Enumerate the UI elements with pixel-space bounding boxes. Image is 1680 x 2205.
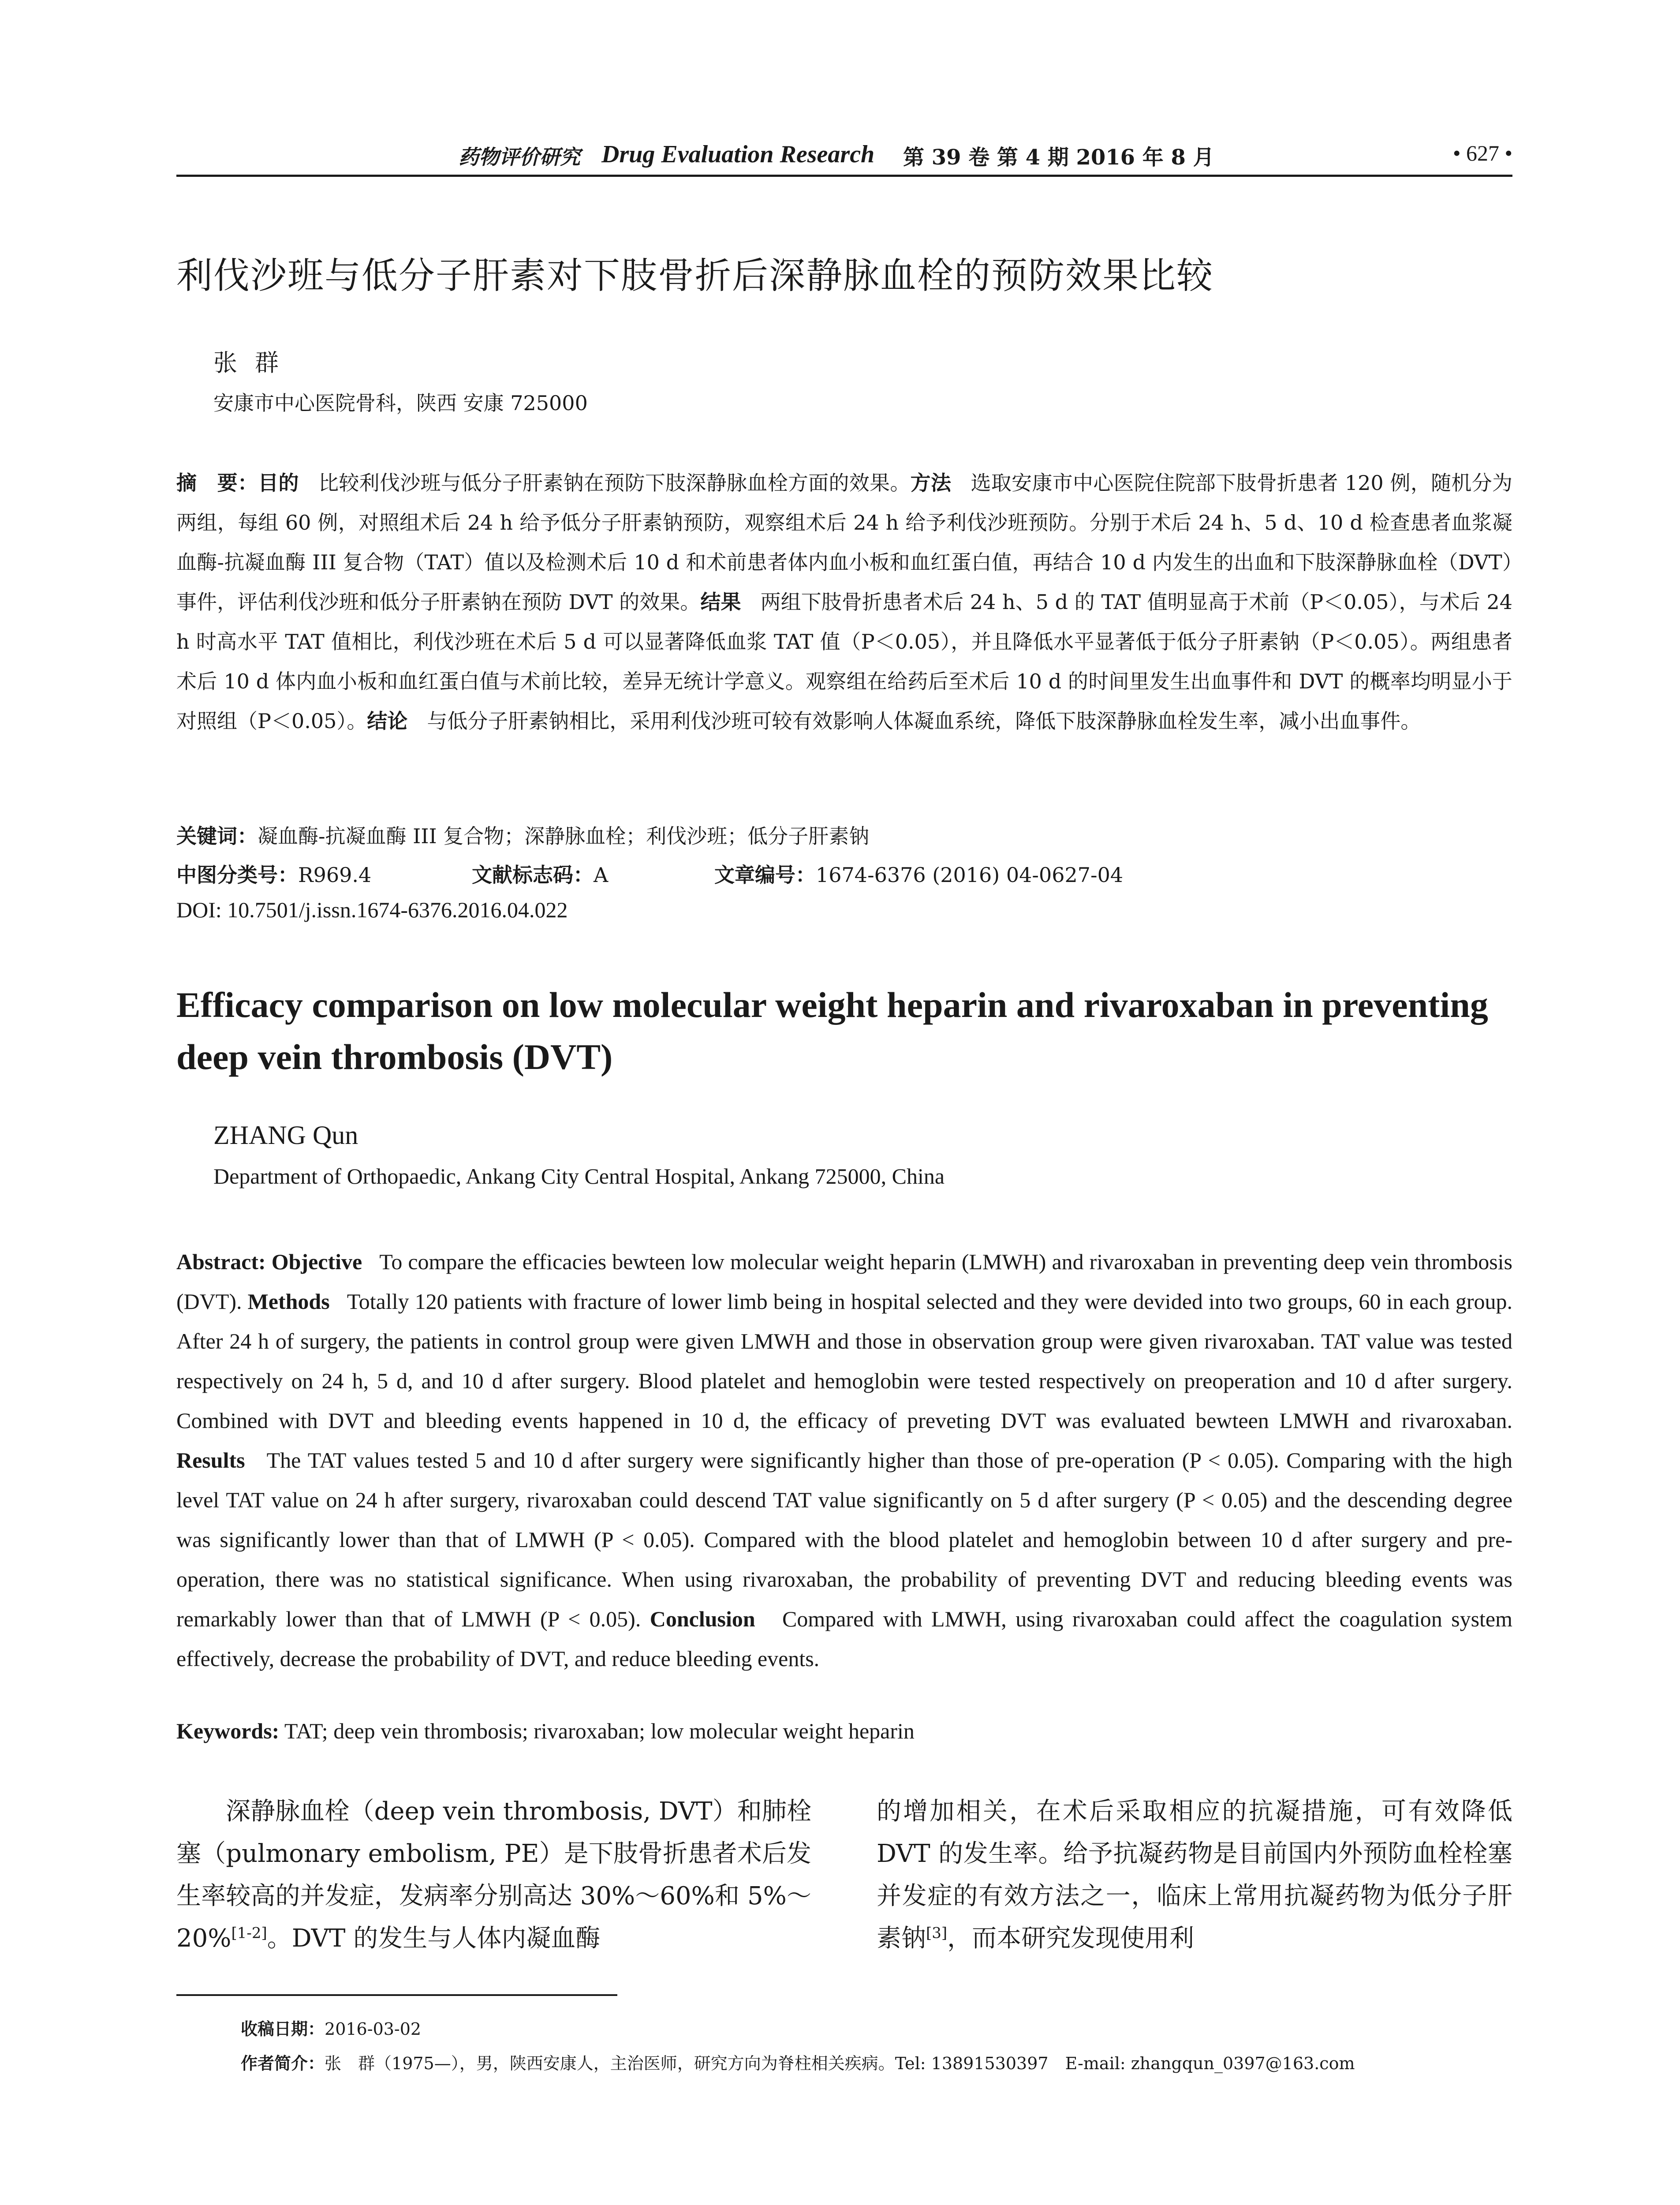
cn-clc: R969.4 (298, 863, 372, 887)
cn-keywords (176, 820, 869, 849)
cn-abstract (176, 463, 1512, 741)
header-rule (176, 175, 1512, 177)
en-methods-label: Methods (247, 1289, 330, 1314)
cn-classification (176, 859, 1512, 888)
en-keywords-label: Keywords: (176, 1719, 280, 1743)
body-left-text: 深静脉血栓（deep vein thrombosis, DVT）和肺栓塞（pulmonary embolism, PE）是下肢骨折患者术后发生率较高的并发症，发病率分别高达 30%～60%和 5%～20% (176, 1797, 811, 1953)
cn-article-no-label: 文章编号： (714, 863, 816, 887)
cn-objective-label: 目的 (258, 471, 299, 495)
body-right-text: 的增加相关，在术后采取相应的抗凝措施，可有效降低 DVT 的发生率。给予抗凝药物是目前国内外预防血栓栓塞并发症的有效方法之一，临床上常用抗凝药物为低分子肝素钠 (877, 1797, 1512, 1953)
footnote-received-date: 2016-03-02 (325, 2019, 422, 2039)
cn-doc-code: A (594, 863, 609, 887)
citation-3: [3] (926, 1924, 948, 1942)
cn-methods: 选取安康市中心医院住院部下肢骨折患者 120 例，随机分为两组，每组 60 例，对照组术后 24 h 给予低分子肝素钠预防，观察组术后 24 h 给予利伐沙班预防。分别于术后 24 h、5 d、10 d 检查患者血浆凝血酶-抗凝血酶 III 复合物（TAT）值以及检测术后 10 d 和术前患者体内血小板和血红蛋白值，再结合 10 d 内发生的出血和下肢深静脉血栓（DVT）事件，评估利伐沙班和低分子肝素钠在预防 DVT 的效果。 (176, 471, 1513, 614)
cn-affiliation: 安康市中心医院骨科，陕西 安康 725000 (213, 391, 588, 415)
cn-author: 张群 (213, 349, 296, 377)
en-abstract-label: Abstract: Objective (176, 1249, 362, 1274)
cn-methods-label: 方法 (910, 471, 952, 495)
cn-title: 利伐沙班与低分子肝素对下肢骨折后深静脉血栓的预防效果比较 (176, 255, 1214, 297)
footnote-rule (176, 1994, 617, 1996)
footnote-author-info: 张 群（1975—），男，陕西安康人，主治医师，研究方向为脊柱相关疾病。Tel: 13891530397 E-mail: zhangqun_0397@163.com (325, 2054, 1355, 2073)
cn-conclusion-label: 结论 (367, 709, 408, 733)
cn-objective: 比较利伐沙班与低分子肝素钠在预防下肢深静脉血栓方面的效果。 (318, 471, 911, 495)
doi: DOI: 10.7501/j.issn.1674-6376.2016.04.022 (176, 897, 568, 922)
cn-keywords-text: 凝血酶-抗凝血酶 III 复合物；深静脉血栓；利伐沙班；低分子肝素钠 (258, 824, 870, 848)
page-number: • 627 • (1452, 141, 1512, 165)
cn-doc-code-label: 文献标志码： (472, 863, 594, 887)
footnote-author-label: 作者简介： (241, 2054, 325, 2073)
footnote-received-label: 收稿日期： (241, 2019, 325, 2039)
cn-keywords-label: 关键词： (176, 824, 258, 848)
body-column-right (877, 1790, 1512, 1960)
footnote-author (241, 2050, 1355, 2074)
en-conclusion: Compared with LMWH, using rivaroxaban could affect the coagulation system effectively, decrease the probability of DVT, and reduce bleeding events. (176, 1607, 1513, 1671)
en-keywords-text: TAT; deep vein thrombosis; rivaroxaban; low molecular weight heparin (284, 1719, 915, 1743)
en-keywords (176, 1718, 915, 1744)
citation-1-2: [1-2] (231, 1924, 267, 1942)
en-author: ZHANG Qun (213, 1121, 358, 1150)
en-results: The TAT values tested 5 and 10 d after surgery were significantly higher than those of pre-operation (P < 0.05). Comparing with the high level TAT value on 24 h after surgery, rivaroxaban could descend TAT value significantly on 5 d after surgery (P < 0.05) and the descending degree was significantly lower than that of LMWH (P < 0.05). Compared with the blood platelet and hemoglobin between 10 d after surgery and pre-operation, there was no statistical significance. When using rivaroxaban, the probability of preventing DVT and reducing bleeding events was remarkably lower than that of LMWH (P < 0.05). (176, 1448, 1513, 1631)
body-column-left (176, 1790, 811, 1960)
journal-issue: 第 39 卷 第 4 期 2016 年 8 月 (903, 145, 1214, 170)
cn-results: 两组下肢骨折患者术后 24 h、5 d 的 TAT 值明显高于术前（P＜0.05），与术后 24 h 时高水平 TAT 值相比，利伐沙班在术后 5 d 可以显著降低血浆 TAT 值（P＜0.05），并且降低水平显著低于低分子肝素钠（P＜0.05）。两组患者术后 10 d 体内血小板和血红蛋白值与术前比较，差异无统计学意义。观察组在给药后至术后 10 d 的时间里发生出血事件和 DVT 的概率均明显小于对照组（P＜0.05）。 (176, 590, 1513, 733)
cn-results-label: 结果 (700, 590, 741, 614)
cn-article-no: 1674-6376 (2016) 04-0627-04 (816, 863, 1124, 887)
footnote-received (241, 2015, 421, 2040)
en-abstract (176, 1242, 1512, 1678)
en-objective: To compare the efficacies bewteen low molecular weight heparin (LMWH) and rivaroxaban in preventing deep vein thrombosis (DVT). (176, 1249, 1512, 1314)
en-methods: Totally 120 patients with fracture of lower limb being in hospital selected and they were devided into two groups, 60 in each group. After 24 h of surgery, the patients in control group were given LMWH and those in observation group were given rivaroxaban. TAT value was tested respectively on 24 h, 5 d, and 10 d after surgery. Blood platelet and hemoglobin were tested respectively on preoperation and 10 d after surgery. Combined with DVT and bleeding events happened in 10 d, the efficacy of preveting DVT was evaluated bewteen LMWH and rivaroxaban. (176, 1289, 1512, 1433)
body-left-tail: 。DVT 的发生与人体内凝血酶 (267, 1924, 601, 1953)
journal-name: Drug Evaluation Research (601, 141, 875, 168)
en-results-label: Results (176, 1448, 245, 1472)
en-title: Efficacy comparison on low molecular weight heparin and rivaroxaban in preventing deep vein thrombosis (DVT) (176, 985, 1488, 1077)
cn-abstract-label: 摘 要： (176, 471, 258, 495)
en-conclusion-label: Conclusion (650, 1607, 755, 1631)
journal-logo: 药物评价研究 (459, 145, 580, 169)
en-affiliation: Department of Orthopaedic, Ankang City Central Hospital, Ankang 725000, China (213, 1164, 945, 1188)
body-right-tail: ，而本研究发现使用利 (947, 1924, 1195, 1953)
cn-clc-label: 中图分类号： (176, 863, 298, 887)
cn-conclusion: 与低分子肝素钠相比，采用利伐沙班可较有效影响人体凝血系统，降低下肢深静脉血栓发生率，减小出血事件。 (427, 709, 1421, 733)
